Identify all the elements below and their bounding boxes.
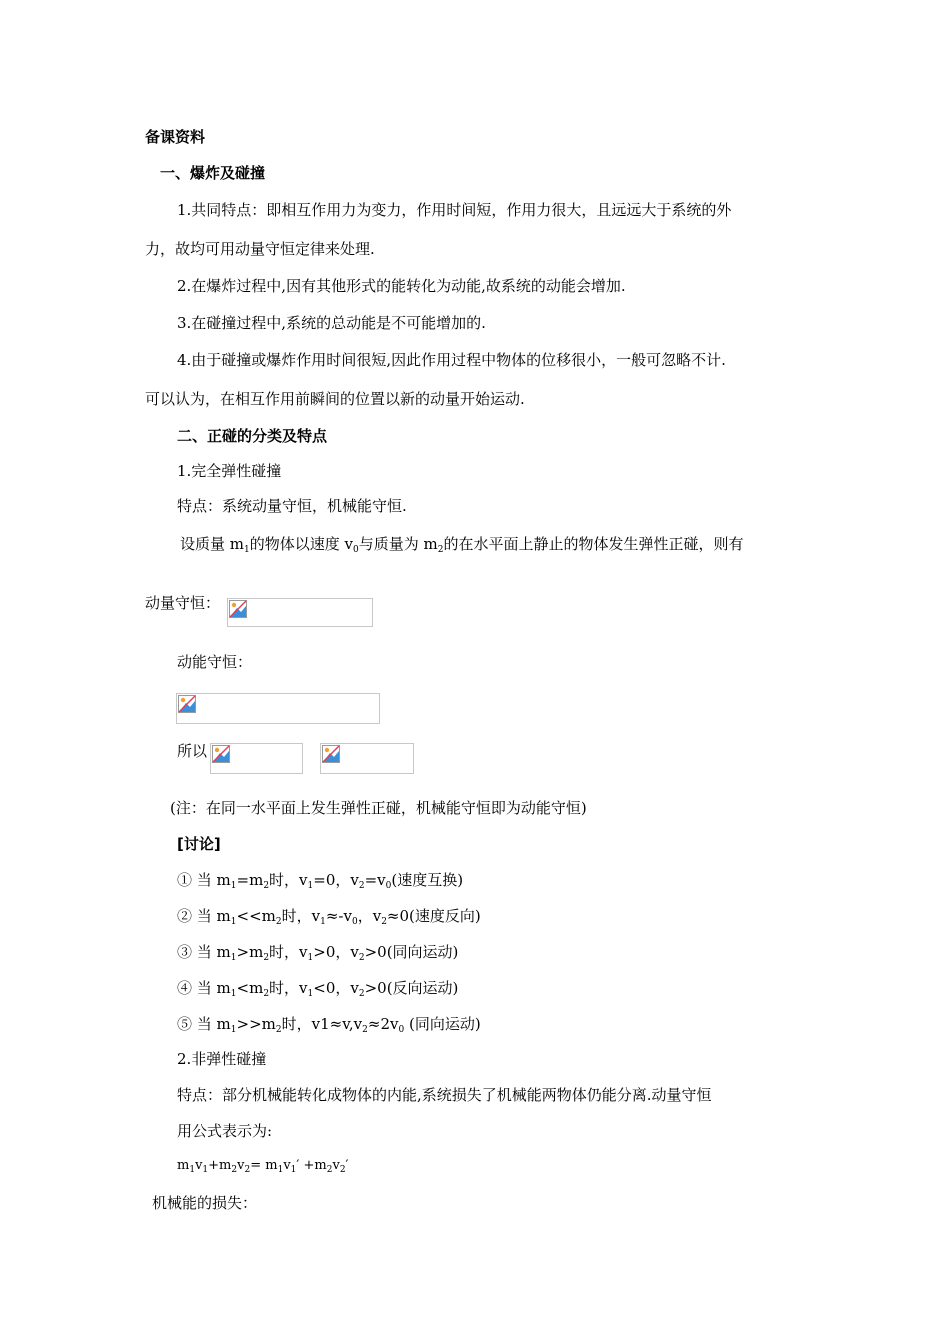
energy-equation-image <box>176 693 380 724</box>
momentum-equation-image <box>227 598 373 627</box>
item1-title: 1.完全弹性碰撞 <box>177 462 282 480</box>
discussion-heading: [讨论] <box>177 835 221 853</box>
doc-title: 备课资料 <box>145 128 206 146</box>
broken-image-icon <box>178 695 196 713</box>
paragraph-3: 3.在碰撞过程中,系统的总动能是不可能增加的. <box>177 314 486 332</box>
paragraph-2: 2.在爆炸过程中,因有其他形式的能转化为动能,故系统的动能会增加. <box>177 277 626 295</box>
case-5: ⑤ 当 $m_1>>m_2$时，$v1\approx v,v_2\approx 2v_0$ (同向运动) <box>177 1015 481 1035</box>
case-3: ③ 当 $m_1>m_2$时，$v_1>0$，$v_2>0$(同向运动) <box>177 943 459 963</box>
so-label: 所以 <box>177 742 208 760</box>
mechanical-energy-loss-label: 机械能的损失： <box>152 1194 258 1212</box>
item2-title: 2.非弹性碰撞 <box>177 1050 267 1068</box>
case-4: ④ 当 $m_1<m_2$时，$v_1<0$，$v_2>0$(反向运动) <box>177 979 459 999</box>
feature1: 特点：系统动量守恒，机械能守恒. <box>177 497 407 515</box>
paragraph-1a: 1.共同特点：即相互作用力为变力，作用时间短，作用力很大，且远远大于系统的外 <box>177 201 732 219</box>
paragraph-4b: 可以认为，在相互作用前瞬间的位置以新的动量开始运动. <box>145 390 525 408</box>
note: (注：在同一水平面上发生弹性正碰，机械能守恒即为动能守恒) <box>170 799 587 817</box>
section1-heading: 一、爆炸及碰撞 <box>160 164 266 182</box>
momentum-label: 动量守恒： <box>145 594 221 612</box>
broken-image-icon <box>212 745 230 763</box>
v1-result-image <box>210 743 303 774</box>
section2-heading: 二、正碰的分类及特点 <box>177 427 328 445</box>
case-2: ② 当 $m_1<<m_2$时，$v_1\approx-v_0$，$v_2\approx 0$(速度反向) <box>177 907 481 927</box>
v2-result-image <box>320 743 414 774</box>
broken-image-icon <box>322 745 340 763</box>
case-1: ① 当 $m_1=m_2$时，$v_1=0$，$v_2=v_0$(速度互换) <box>177 871 464 891</box>
feature2: 特点：部分机械能转化成物体的内能,系统损失了机械能两物体仍能分离.动量守恒 <box>177 1086 712 1104</box>
paragraph-4a: 4.由于碰撞或爆炸作用时间很短,因此作用过程中物体的位移很小，一般可忽略不计. <box>177 351 726 369</box>
setup-sentence: 设质量 $m_1$的物体以速度 $v_0$与质量为 $m_2$的在水平面上静止的物体发生弹性正碰，则有 <box>180 535 744 555</box>
paragraph-1b: 力，故均可用动量守恒定律来处理. <box>145 240 375 258</box>
momentum-formula: $m_1v_1+m_2v_2= m_1v_1' +m_2v_2'$ <box>177 1158 349 1175</box>
formula-intro: 用公式表示为: <box>177 1122 273 1140</box>
energy-label: 动能守恒： <box>177 653 253 671</box>
broken-image-icon <box>229 600 247 618</box>
